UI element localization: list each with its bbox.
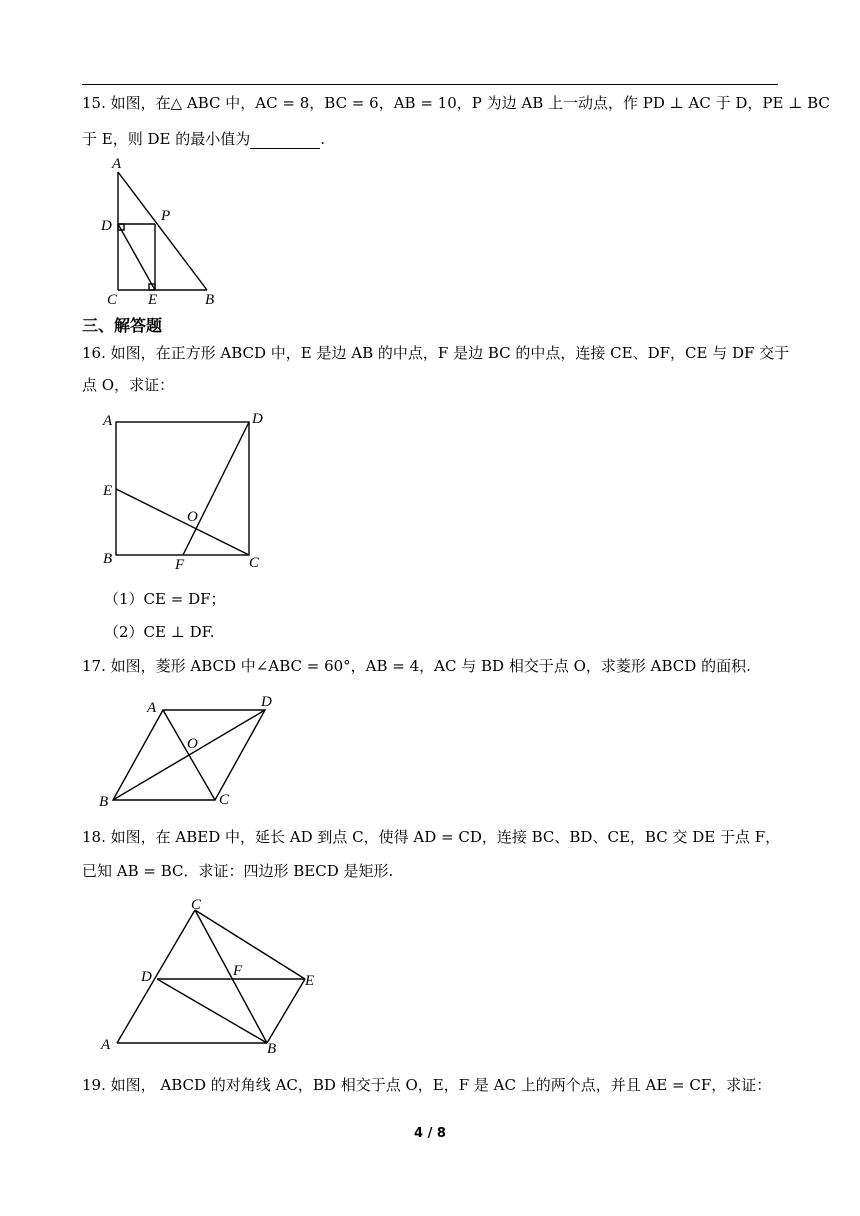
q18-text-line2: 已知 AB = BC．求证：四边形 BECD 是矩形. <box>82 862 394 880</box>
q15-label-P: P <box>161 208 171 224</box>
q15-text-line2 <box>82 129 325 149</box>
q15-label-B: B <box>205 292 215 308</box>
q17-label-D: D <box>261 694 272 710</box>
q16-label-E: E <box>103 483 113 499</box>
q16-text-line1: 16. 如图，在正方形 ABCD 中，E 是边 AB 的中点，F 是边 BC 的中点，连接 CE、DF，CE 与 DF 交于 <box>82 344 790 362</box>
q16-figure <box>95 405 275 575</box>
answer-blank <box>250 134 320 149</box>
q17-label-C: C <box>219 792 230 808</box>
q15-text-line2-end: . <box>320 130 326 148</box>
q16-text-line2: 点 O，求证： <box>82 376 175 394</box>
q16-label-A: A <box>103 413 113 429</box>
q16-label-O: O <box>187 509 198 525</box>
q18-label-F: F <box>233 963 243 979</box>
q17-label-B: B <box>99 794 109 810</box>
q15-text-line2-start: 于 E，则 DE 的最小值为 <box>82 130 251 148</box>
q15-text-line1: 15. 如图，在△ ABC 中，AC = 8，BC = 6，AB = 10，P 为边 AB 上一动点，作 PD ⊥ AC 于 D，PE ⊥ BC <box>82 94 830 112</box>
section-title: 三、解答题 <box>82 316 163 335</box>
q16-label-F: F <box>175 557 185 573</box>
q18-label-A: A <box>101 1037 111 1053</box>
q19-text-line1: 19. 如图， ABCD 的对角线 AC，BD 相交于点 O，E，F 是 AC 上的两个点，并且 AE = CF，求证： <box>82 1076 772 1094</box>
q15-label-D: D <box>101 218 112 234</box>
q18-label-E: E <box>305 973 315 989</box>
q17-text-line1: 17. 如图，菱形 ABCD 中∠ABC = 60°，AB = 4，AC 与 BD 相交于点 O，求菱形 ABCD 的面积. <box>82 657 751 675</box>
q18-label-B: B <box>267 1041 277 1057</box>
q17-label-O: O <box>187 736 198 752</box>
page-number: 4 / 8 <box>414 1126 446 1141</box>
q16-label-D: D <box>252 411 263 427</box>
header-rule <box>82 84 778 85</box>
q16-label-C: C <box>249 555 260 571</box>
q15-label-A: A <box>112 156 122 172</box>
q16-label-B: B <box>103 551 113 567</box>
q18-text-line1: 18. 如图，在 ABED 中，延长 AD 到点 C，使得 AD = CD，连接 BC、BD、CE，BC 交 DE 于点 F， <box>82 828 781 846</box>
q15-figure <box>95 150 235 310</box>
q17-figure <box>95 690 295 810</box>
q18-label-C: C <box>191 897 202 913</box>
q17-label-A: A <box>147 700 157 716</box>
q15-label-C: C <box>107 292 118 308</box>
q18-label-D: D <box>141 969 152 985</box>
q16-item-1: （1）CE = DF； <box>104 590 226 608</box>
q15-label-E: E <box>148 292 158 308</box>
q16-item-2: （2）CE ⊥ DF. <box>104 623 215 641</box>
q18-figure <box>95 893 335 1063</box>
